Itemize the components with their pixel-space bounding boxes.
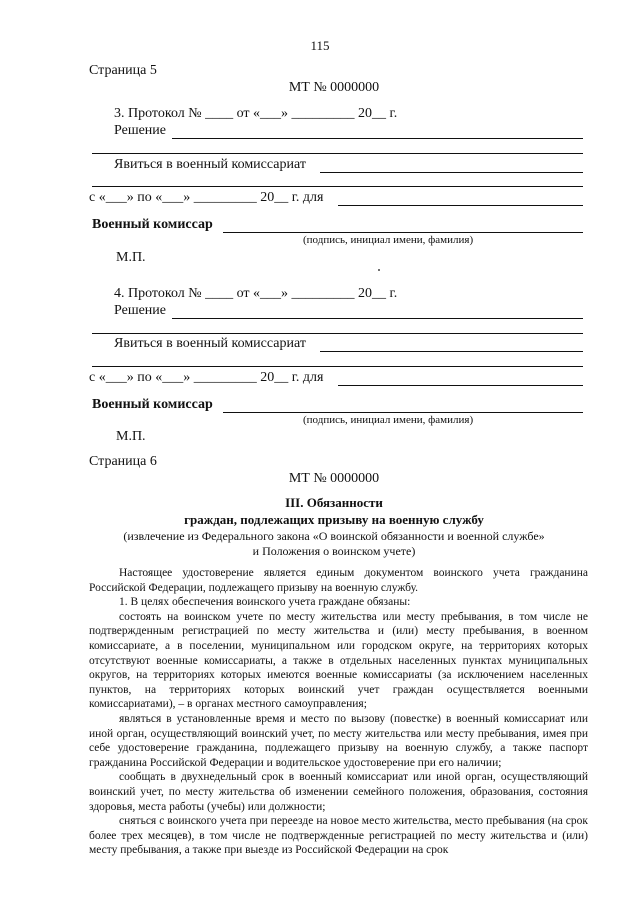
protocol3-report-line: [320, 172, 583, 173]
protocol3-report-label: Явиться в военный комиссариат: [114, 157, 306, 172]
paragraph-registration: состоять на воинском учете по месту жительства или месту пребывания, в том числе не подтвержденным регистрацией по месту жительства и (или) месту пребывания, в военном комиссариате, а в поселении, муниципальном или городском округе, на территориях которых отсутствуют военные комиссариаты, а также в отдельных населенных пунктах муниципальных округов, на территориях которых имеются военные комиссариаты (за исключением населенных пунктов, на территориях которых воинский учет граждан осуществляется военными комиссариатами), – в органах местного самоуправления;: [89, 610, 588, 711]
protocol3-period-line: [338, 205, 583, 206]
protocol3-header: 3. Протокол № ____ от «___» _________ 20__ г.: [114, 106, 398, 121]
paragraph-summons: являться в установленные время и место по вызову (повестке) в военный комиссариат или иной орган, осуществляющий воинский учет, по месту жительства или месту пребывания, имея при себе удостоверение гражданина, подлежащего призыву на военную службу, а также паспорт гражданина Российской Федерации и водительское удостоверение при его наличии;: [89, 712, 588, 769]
scan-speck: [378, 269, 380, 271]
page6-serial: МТ № 0000000: [288, 471, 380, 486]
page5-serial: МТ № 0000000: [288, 80, 380, 95]
protocol4-commissar-label: Военный комиссар: [92, 397, 213, 412]
protocol3-report-line-2: [92, 186, 583, 187]
section-title: III. Обязанности: [285, 495, 383, 510]
protocol3-period: с «___» по «___» _________ 20__ г. для: [89, 190, 324, 205]
protocol3-decision-label: Решение: [114, 123, 167, 138]
protocol3-decision-line: [172, 138, 583, 139]
page6-label: Страница 6: [89, 454, 157, 469]
paragraph-item-1: 1. В целях обеспечения воинского учета граждане обязаны:: [119, 596, 411, 609]
protocol4-decision-line-2: [92, 333, 583, 334]
protocol4-period: с «___» по «___» _________ 20__ г. для: [89, 370, 324, 385]
page5-label: Страница 5: [89, 63, 157, 78]
paragraph-deregistration: сняться с воинского учета при переезде на новое место жительства, место пребывания (на срок более трех месяцев), в том числе не подтвержденные регистрацией по месту жительства и (или) месту пребывания, а также при выезде из Российской Федерации на срок: [89, 815, 588, 857]
protocol3-seal: М.П.: [116, 250, 146, 265]
protocol4-signature-line: [223, 412, 583, 413]
protocol3-commissar-label: Военный комиссар: [92, 217, 213, 232]
protocol3-decision-line-2: [92, 153, 583, 154]
obligations-text: [89, 566, 588, 858]
protocol3-signature-line: [223, 232, 583, 233]
protocol4-report-line: [320, 351, 583, 352]
protocol3-signature-hint: (подпись, инициал имени, фамилия): [303, 234, 474, 246]
source-line-1: (извлечение из Федерального закона «О воинской обязанности и военной службе»: [123, 529, 545, 543]
protocol4-period-line: [338, 385, 583, 386]
protocol4-seal: М.П.: [116, 429, 146, 444]
protocol4-report-label: Явиться в военный комиссариат: [114, 336, 306, 351]
page-number: 115: [310, 38, 330, 53]
protocol4-decision-line: [172, 318, 583, 319]
protocol4-report-line-2: [92, 366, 583, 367]
paragraph-intro: Настоящее удостоверение является единым документом воинского учета гражданина Российской Федерации, подлежащего призыву на военную службу.: [89, 567, 588, 594]
protocol4-header: 4. Протокол № ____ от «___» _________ 20__ г.: [114, 286, 398, 301]
protocol4-decision-label: Решение: [114, 303, 167, 318]
paragraph-notify-changes: сообщать в двухнедельный срок в военный комиссариат или иной орган, осуществляющий воинский учет, по месту жительства об изменении семейного положения, образования, состояния здоровья, места работы (учебы) или должности;: [89, 771, 588, 813]
source-line-2: и Положения о воинском учете): [252, 544, 416, 558]
section-subtitle: граждан, подлежащих призыву на военную службу: [184, 512, 484, 527]
protocol4-signature-hint: (подпись, инициал имени, фамилия): [303, 414, 474, 426]
